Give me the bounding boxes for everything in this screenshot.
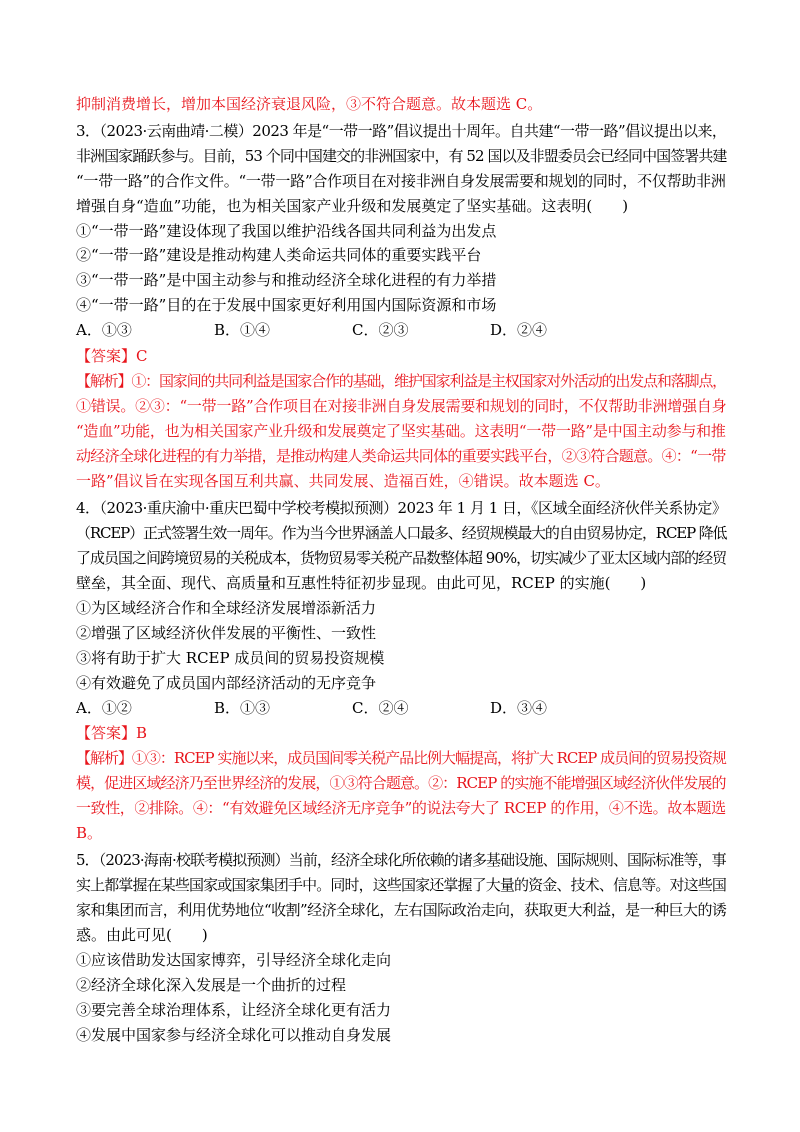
question-4-analysis-line: 一致性，②排除。④：“有效避免区域经济无序竞争”的说法夸大了 RCEP 的作用，④不选。故本题选 (76, 799, 726, 817)
option-d: D．②④ (490, 321, 548, 339)
question-4-stem-line: 4．（2023·重庆渝中·重庆巴蜀中学校考模拟预测）2023 年 1 月 1 日，《区域全面经济伙伴关系协定》 (76, 499, 727, 517)
question-3-options (76, 320, 736, 340)
option-d: D．③④ (490, 699, 548, 717)
question-4-item: ②增强了区域经济伙伴发展的平衡性、一致性 (76, 624, 377, 642)
question-3-stem-line: 增强自身“造血”功能，也为相关国家产业升级和发展奠定了坚实基础。这表明( ) (76, 197, 629, 215)
question-3-stem-line: 3．（2023·云南曲靖·二模）2023 年是“一带一路”倡议提出十周年。自共建“一带一路”倡议提出以来， (76, 122, 727, 140)
option-a: A．①② (76, 699, 132, 717)
option-c: C．②③ (352, 321, 409, 339)
question-4-answer: 【答案】B (76, 724, 148, 742)
question-3-item: ③“一带一路”是中国主动参与和推动经济全球化进程的有力举措 (76, 271, 497, 289)
question-4-item: ④有效避免了成员国内部经济活动的无序竞争 (76, 674, 377, 692)
question-4-item: ①为区域经济合作和全球经济发展增添新活力 (76, 599, 377, 617)
option-b: B．①④ (214, 321, 271, 339)
question-5-item: ③要完善全球治理体系，让经济全球化更有活力 (76, 1001, 392, 1019)
option-a: A．①③ (76, 321, 132, 339)
question-3-item: ①“一带一路”建设体现了我国以维护沿线各国共同利益为出发点 (76, 222, 497, 240)
question-4-stem-line: 了成员国之间跨境贸易的关税成本，货物贸易零关税产品数整体超 90%，切实减少了亚太区域内部的经贸 (76, 549, 727, 567)
option-b: B．①③ (214, 699, 271, 717)
question-3-analysis-line: 【解析】①：国家间的共同利益是国家合作的基础，维护国家利益是主权国家对外活动的出发点和落脚点， (76, 372, 727, 390)
question-4-stem-line: （RCEP）正式签署生效一周年。作为当今世界涵盖人口最多、经贸规模最大的自由贸易协定，RCEP 降低 (76, 524, 727, 542)
question-3-item: ④“一带一路”目的在于发展中国家更好利用国内国际资源和市场 (76, 296, 497, 314)
question-3-analysis-line: 一路”倡议旨在实现各国互利共赢、共同发展、造福百姓，④错误。故本题选 C。 (76, 472, 610, 490)
question-4-stem-line: 壁垒，其全面、现代、高质量和互惠性特征初步显现。由此可见，RCEP 的实施( ) (76, 574, 647, 592)
question-3-stem-line: “一带一路”的合作文件。“一带一路”合作项目在对接非洲自身发展需要和规划的同时，不仅帮助非洲 (76, 172, 726, 190)
question-5-stem-line: 实上都掌握在某些国家或国家集团手中。同时，这些国家还掌握了大量的资金、技术、信息等。对这些国 (76, 876, 726, 894)
question-5-stem-line: 5．（2023·海南·校联考模拟预测）当前，经济全球化所依赖的诸多基础设施、国际规则、国际标准等，事 (76, 851, 726, 869)
question-4-analysis-line: 【解析】①③：RCEP 实施以来，成员国间零关税产品比例大幅提高，将扩大 RCEP 成员间的贸易投资规 (76, 749, 726, 767)
question-3-stem-line: 非洲国家踊跃参与。目前，53 个同中国建交的非洲国家中，有 52 国以及非盟委员会已经同中国签署共建 (76, 147, 727, 165)
question-3-item: ②“一带一路”建设是推动构建人类命运共同体的重要实践平台 (76, 246, 482, 264)
question-3-analysis-line: “造血”功能，也为相关国家产业升级和发展奠定了坚实基础。这表明“一带一路”是中国主动参与和推 (76, 422, 726, 440)
question-5-item: ④发展中国家参与经济全球化可以推动自身发展 (76, 1026, 392, 1044)
question-5-item: ①应该借助发达国家博弈，引导经济全球化走向 (76, 951, 392, 969)
question-3-answer: 【答案】C (76, 347, 148, 365)
question-4-options (76, 698, 736, 718)
question-5-item: ②经济全球化深入发展是一个曲折的过程 (76, 976, 347, 994)
question-4-item: ③将有助于扩大 RCEP 成员间的贸易投资规模 (76, 649, 385, 667)
question-4-analysis-line: 模，促进区域经济乃至世界经济的发展，①③符合题意。②：RCEP 的实施不能增强区域经济伙伴发展的 (76, 774, 726, 792)
question-4-analysis-line: B。 (76, 824, 103, 842)
question-3-analysis-line: 动经济全球化进程的有力举措，是推动构建人类命运共同体的重要实践平台，②③符合题意。④：“一带 (76, 447, 726, 465)
question-5-stem-line: 家和集团而言，利用优势地位“收割”经济全球化，左右国际政治走向，获取更大利益，是一种巨大的诱 (76, 901, 727, 919)
previous-analysis-tail: 抑制消费增长，增加本国经济衰退风险，③不符合题意。故本题选 C。 (76, 95, 543, 113)
question-3-analysis-line: ①错误。②③：“一带一路”合作项目在对接非洲自身发展需要和规划的同时，不仅帮助非洲增强自身 (76, 397, 727, 415)
question-5-stem-line: 惑。由此可见( ) (76, 926, 208, 944)
option-c: C．②④ (352, 699, 409, 717)
